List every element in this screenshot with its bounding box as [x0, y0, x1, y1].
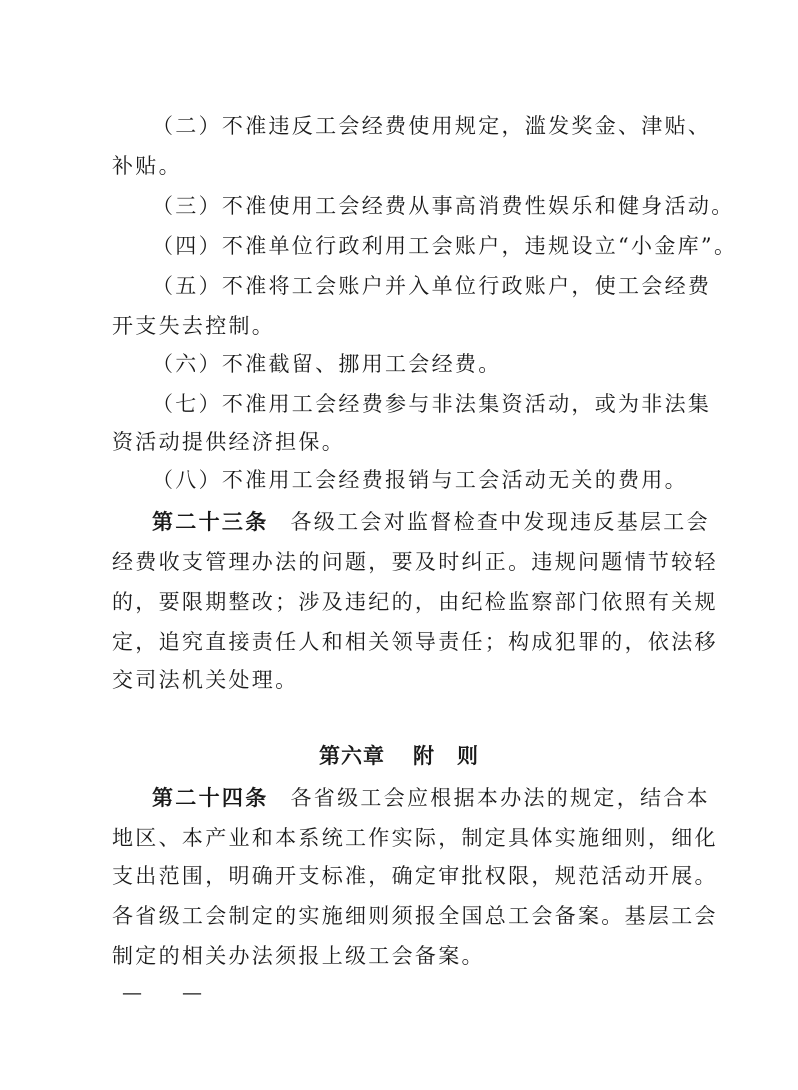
chapter-heading	[0, 742, 798, 770]
article-24-line: 各省级工会制定的实施细则须报全国总工会备案。基层工会	[112, 904, 718, 928]
paragraph-line: 资活动提供经济担保。	[112, 430, 345, 454]
page-dash-right: —	[182, 980, 202, 1004]
paragraph-line: （八）不准用工会经费报销与工会活动无关的费用。	[152, 468, 688, 492]
paragraph-line: （五）不准将工会账户并入单位行政账户，使工会经费	[152, 274, 712, 298]
paragraph-line: 补贴。	[112, 154, 182, 178]
paragraph-line: （六）不准截留、挪用工会经费。	[152, 352, 502, 376]
page-number-marker	[122, 980, 202, 1004]
paragraph-line: （三）不准使用工会经费从事高消费性娱乐和健身活动。	[152, 194, 735, 218]
article-23-first-line	[152, 508, 710, 536]
article-23-line: 的，要限期整改；涉及违纪的，由纪检监察部门依照有关规	[112, 590, 718, 614]
article-23-line: 交司法机关处理。	[112, 668, 299, 692]
paragraph-line: （二）不准违反工会经费使用规定，滥发奖金、津贴、	[152, 114, 712, 138]
article-23-text: 各级工会对监督检查中发现违反基层工会	[290, 510, 710, 534]
article-23-label: 第二十三条	[152, 510, 269, 534]
article-24-line: 地区、本产业和本系统工作实际，制定具体实施细则，细化	[112, 826, 718, 850]
paragraph-line: （七）不准用工会经费参与非法集资活动，或为非法集	[152, 392, 712, 416]
chapter-number: 第六章	[319, 744, 385, 768]
article-24-line: 制定的相关办法须报上级工会备案。	[112, 944, 485, 968]
article-24-first-line	[152, 784, 710, 812]
article-24-text: 各省级工会应根据本办法的规定，结合本	[290, 786, 710, 810]
article-23-line: 经费收支管理办法的问题，要及时纠正。违规问题情节较轻	[112, 550, 718, 574]
chapter-title: 附 则	[413, 744, 479, 768]
article-24-label: 第二十四条	[152, 786, 269, 810]
paragraph-line: （四）不准单位行政利用工会账户，违规设立“小金库”。	[152, 234, 738, 258]
page-dash-left: —	[122, 980, 142, 1004]
article-23-line: 定，追究直接责任人和相关领导责任；构成犯罪的，依法移	[112, 630, 718, 654]
article-24-line: 支出范围，明确开支标准，确定审批权限，规范活动开展。	[112, 864, 718, 888]
paragraph-line: 开支失去控制。	[112, 314, 276, 338]
